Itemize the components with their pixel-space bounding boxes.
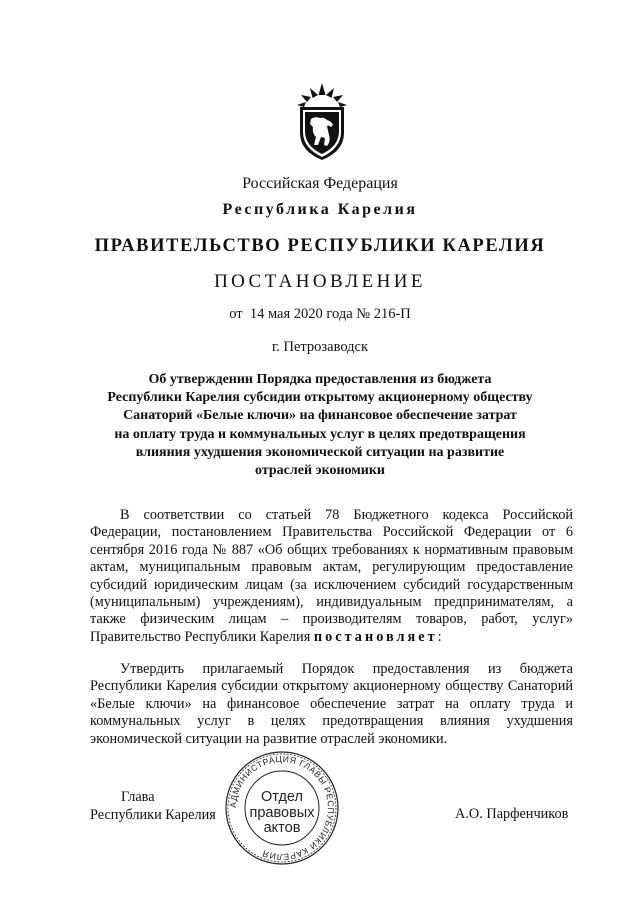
signatory-title [90,789,216,824]
preamble-paragraph [90,507,573,646]
resolution-paragraph: Утвердить прилагаемый Порядок предоставления из бюджета Республики Карелия субсидии открытому акционерному обществу Санаторий «Белые ключи» на финансовое обеспечение затрат на оплату труда и коммунальных услуг в целях предотвращения влияния ухудшения экономической ситуации на развитие отраслей экономики. [90,661,573,747]
country-title: Российская Федерация [242,175,398,192]
signatory-name: А.О. Парфенчиков [455,806,569,822]
subject-line: Санаторий «Белые ключи» на финансовое обеспечение затрат [123,408,517,424]
stamp-center-text [224,790,340,837]
republic-title: Республика Карелия [222,201,418,218]
karelia-coat-of-arms-icon [296,83,348,161]
stamp-line3: актов [263,820,301,836]
stamp-line2: правовых [249,804,315,821]
stamp-line1: Отдел [261,789,303,805]
decree-colon: : [437,628,442,645]
subject-line: на оплату труда и коммунальных услуг в целях предотвращения [114,426,526,442]
stamp-ring-text: АДМИНИСТРАЦИЯ ГЛАВЫ РЕСПУБЛИКИ КАРЕЛИЯ [227,753,337,863]
subject-line: Республики Карелия субсидии открытому акционерному обществу [107,390,533,406]
subject-line: отраслей экономики [255,463,385,479]
signatory-position-line2: Республики Карелия [90,806,216,823]
document-subject [90,371,550,480]
government-title: ПРАВИТЕЛЬСТВО РЕСПУБЛИКИ КАРЕЛИЯ [94,236,546,256]
date-number: от 14 мая 2020 года № 216-П [229,306,411,322]
signatory-position-line1: Глава [121,789,155,805]
city: г. Петрозаводск [271,339,369,355]
document-type: ПОСТАНОВЛЕНИЕ [214,271,426,292]
subject-line: Об утверждении Порядка предоставления из бюджета [148,372,492,387]
decree-word: постановляет [313,628,438,645]
preamble-text: В соответствии со статьей 78 Бюджетного кодекса Российской Федерации, постановлением Правительства Российской Федерации от 6 сентября 2016 года № 887 «Об общих требованиях к нормативным правовым актам, муниципальным правовым актам, регулирующим предоставление субсидий юридическим лицам (за исключением субсидий государственным (муниципальным) учреждениям), индивидуальным предпринимателям, а также физическим лицам – производителям товаров, работ, услуг» Правительство Республики Карелия [90,507,573,645]
subject-line: влияния ухудшения экономической ситуации на развитие [135,444,505,460]
